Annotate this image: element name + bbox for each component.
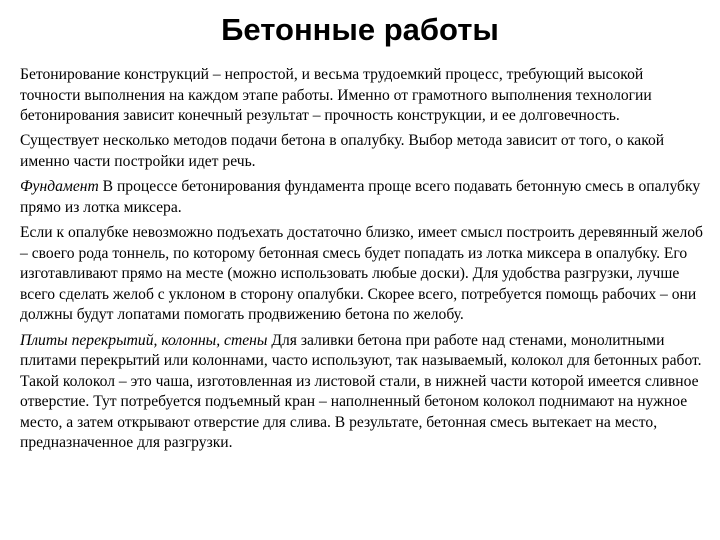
paragraph-text: Для заливки бетона при работе над стенами, монолитными плитами перекрытий или колоннами, часто используют, так называемый, колокол для бетонных работ. Такой колокол – это чаша, изготовленная из листовой стали, в нижней части которой имеется сливное отверстие. Тут потребуется подъемный кран – наполненный бетоном колокол поднимают на нужное место, а затем открывают отверстие для слива. В результате, бетонная смесь вытекает на место, предназначенное для разгрузки. (20, 331, 702, 452)
slide-title: Бетонные работы (221, 12, 499, 47)
paragraph-lead-foundation: Фундамент (20, 178, 99, 196)
paragraph-text: Если к опалубке невозможно подъехать достаточно близко, имеет смысл построить деревянный желоб – своего рода тоннель, по которому бетонная смесь будет попадать из лотка миксера в опалубку. Его изготавливают прямо на месте (можно использовать любые доски). Для удобства разгрузки, лучше всего сделать желоб с уклоном в сторону опалубки. Скорее всего, потребуется помощь рабочих – они должны будут лопатами помогать продвижению бетона по желобу. (20, 223, 703, 324)
paragraph-slabs (20, 331, 706, 455)
paragraph-text: Бетонирование конструкций – непростой, и весьма трудоемкий процесс, требующий высокой точности выполнения на каждом этапе работы. Именно от грамотного выполнения технологии бетонирования зависит конечный результат – прочность конструкции, и ее долговечность. (20, 66, 652, 125)
paragraph-text: Существует несколько методов подачи бетона в опалубку. Выбор метода зависит от того, о какой именно части постройки идет речь. (20, 132, 665, 170)
paragraph-intro (20, 65, 706, 127)
slide-body (20, 65, 706, 459)
paragraph-text: В процессе бетонирования фундамента проще всего подавать бетонную смесь в опалубку прямо из лотка миксера. (20, 178, 701, 216)
paragraph-chute (20, 223, 706, 326)
paragraph-methods (20, 131, 706, 172)
paragraph-lead-slabs: Плиты перекрытий, колонны, стены (20, 331, 268, 349)
paragraph-foundation (20, 177, 706, 218)
